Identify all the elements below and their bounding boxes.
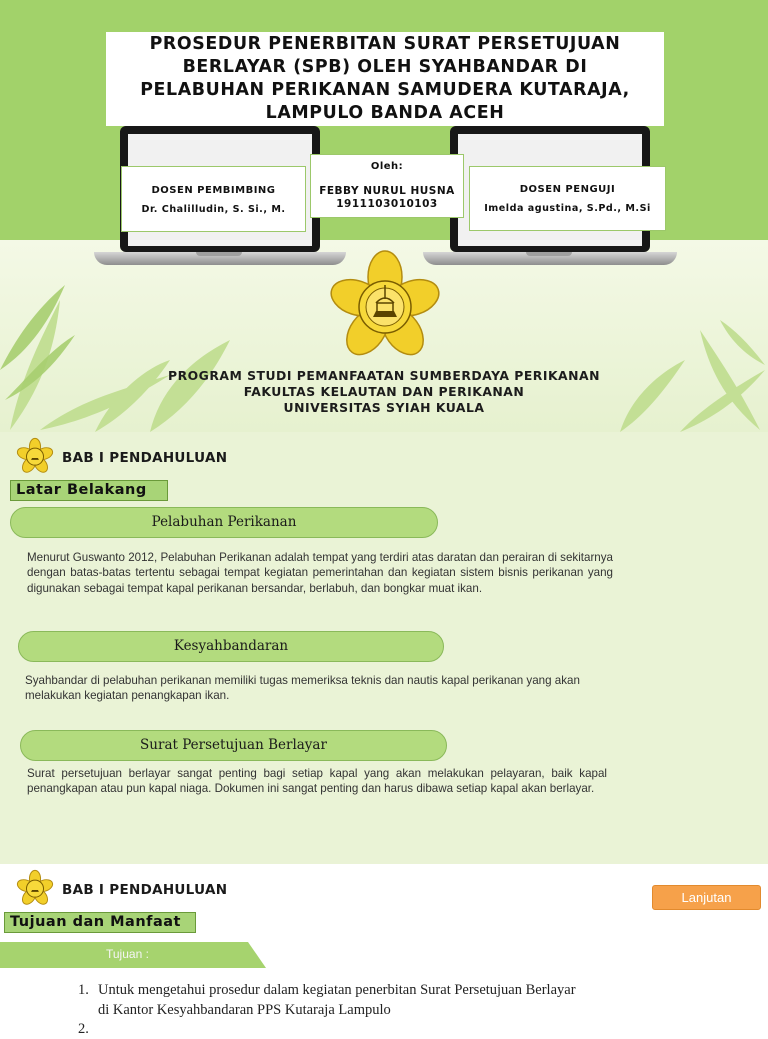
university-seal-icon [328, 250, 442, 360]
objectives-slide [0, 864, 768, 1037]
examiner-label: DOSEN PENGUJI [519, 184, 616, 195]
chapter-title-2: BAB I PENDAHULUAN [62, 882, 228, 898]
laptop-right-notch [526, 252, 572, 256]
section-label-2: Tujuan dan Manfaat [4, 912, 196, 933]
section-label: Latar Belakang [10, 480, 168, 501]
next-button[interactable]: Lanjutan [652, 885, 761, 910]
objective-line-1a: Untuk mengetahui prosedur dalam kegiatan penerbitan Surat Persetujuan Berlayar [98, 982, 576, 998]
cover-slide [0, 0, 768, 432]
author-label: Oleh: [370, 161, 404, 172]
university-seal-small-icon [16, 438, 54, 474]
institution-faculty: FAKULTAS KELAUTAN DAN PERIKANAN [243, 384, 525, 399]
topic-text-pelabuhan: Menurut Guswanto 2012, Pelabuhan Perikanan adalah tempat yang terdiri atas daratan dan perairan di sekitarnya dengan batas-batas tertentu sebagai tempat kegiatan pemerintahan dan kegiatan sistem bisnis perikanan yang digunakan sebagai tempat kapal perikanan bersandar, berlabuh, dan bongkar muat ikan. [27, 551, 613, 595]
objective-num-2: 2. [78, 1021, 89, 1037]
subheading-label: Tujuan : [106, 947, 149, 961]
topic-pill-kesyahbandaran: Kesyahbandaran [18, 631, 444, 662]
objective-num-1: 1. [78, 982, 89, 998]
topic-pill-spb: Surat Persetujuan Berlayar [20, 730, 447, 761]
university-seal-small-icon-2 [16, 870, 54, 906]
chapter-title: BAB I PENDAHULUAN [62, 450, 228, 466]
laptop-left-notch [196, 252, 242, 256]
supervisor-label: DOSEN PEMBIMBING [151, 185, 276, 196]
topic-pill-pelabuhan: Pelabuhan Perikanan [10, 507, 438, 538]
examiner-card [469, 166, 666, 231]
cover-title [106, 32, 664, 126]
objective-line-1b: di Kantor Kesyahbandaran PPS Kutaraja Lampulo [98, 1002, 391, 1018]
topic-text-kesyahbandaran: Syahbandar di pelabuhan perikanan memiliki tugas memeriksa teknis dan nautis kapal perikanan yang akan melakukan kegiatan penangkapan ikan. [25, 674, 580, 703]
examiner-name: Imelda agustina, S.Pd., M.Si [484, 203, 651, 214]
cover-title-text: PROSEDUR PENERBITAN SURAT PERSETUJUAN BERLAYAR (SPB) OLEH SYAHBANDAR DI PELABUHAN PERIKANAN SAMUDERA KUTARAJA, LAMPULO BANDA ACEH [140, 34, 630, 123]
author-name: FEBBY NURUL HUSNA [319, 185, 455, 197]
supervisor-card [121, 166, 306, 232]
institution-university: UNIVERSITAS SYIAH KUALA [283, 400, 485, 415]
author-id: 1911103010103 [336, 198, 438, 210]
topic-text-spb: Surat persetujuan berlayar sangat penting bagi setiap kapal yang akan melakukan pelayaran, baik kapal penangkapan atau pun kapal niaga. Dokumen ini sangat penting dan harus dibawa setiap kapal akan berlayar. [27, 767, 607, 796]
institution-program: PROGRAM STUDI PEMANFAATAN SUMBERDAYA PERIKANAN [168, 368, 600, 383]
supervisor-name: Dr. Chalilludin, S. Si., M. [141, 204, 286, 215]
background-slide [0, 432, 768, 864]
author-card [310, 154, 464, 218]
